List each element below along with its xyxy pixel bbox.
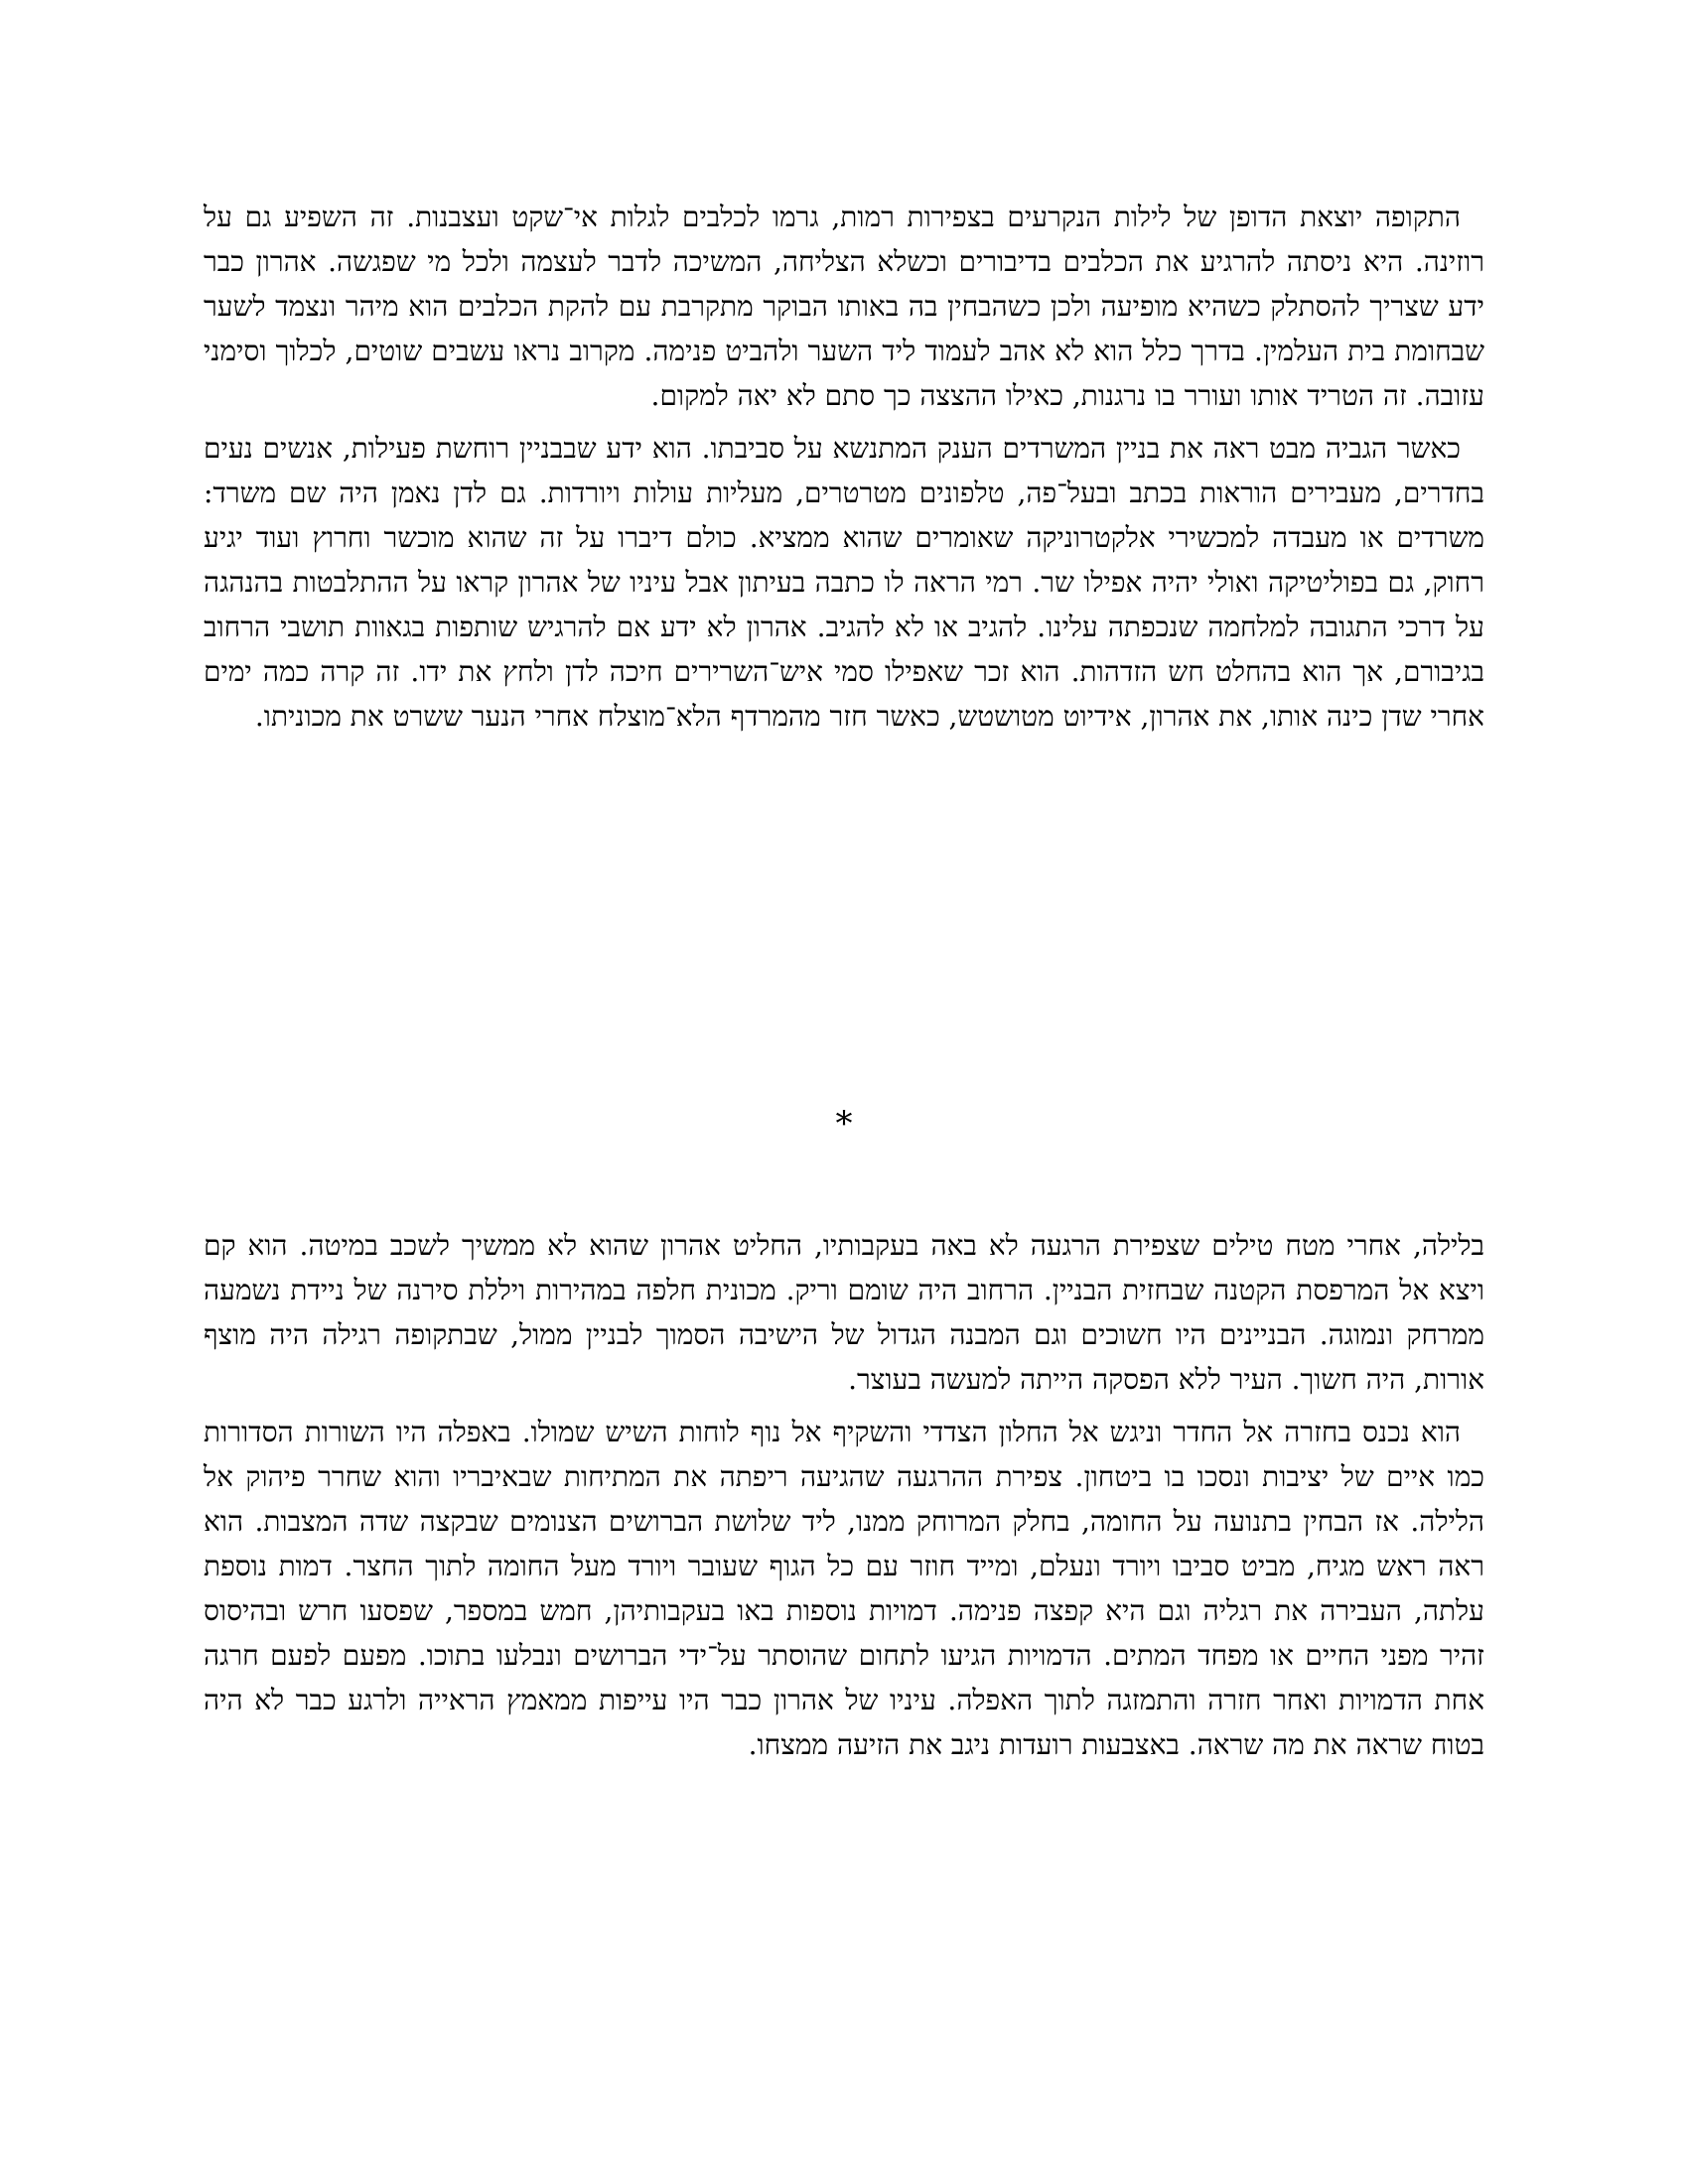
paragraph: הוא נכנס בחזרה אל החדר וניגש אל החלון הצדדי והשקיף אל נוף לוחות השיש שמולו. באפלה היו השורות הסדורות כמו איים של יציבות ונסכו בו ביטחון. צפירת ההרגעה שהגיעה ריפתה את המתיחות שבאיבריו והוא שחרר פיהוק אל הלילה. אז הבחין בתנועה על החומה, בחלק המרוחק ממנו, ליד שלושת הברושים הצנומים שבקצה שדה המצבות. הוא ראה ראש מגיח, מביט סביבו ויורד ונעלם, ומייד חוזר עם כל הגוף שעובר ויורד מעל החומה לתוך החצר. דמות נוספת עלתה, העבירה את רגליה וגם היא קפצה פנימה. דמויות נוספות באו בעקבותיהן, חמש במספר, שפסעו חרש ובהיסוס זהיר מפני החיים או מפחד המתים. הדמויות הגיעו לתחום שהוסתר על־ידי הברושים ונבלעו בתוכו. מפעם לפעם חרגה אחת הדמויות ואחר חזרה והתמזגה לתוך האפלה. עיניו של אהרון כבר היו עייפות ממאמץ הראייה ולרגע כבר לא היה בטוח שראה את מה שראה. באצבעות רועדות ניגב את הזיעה ממצחו. — [204, 1416, 1484, 1761]
text-section-two — [204, 1223, 1484, 1775]
paragraph: בלילה, אחרי מטח טילים שצפירת הרגעה לא באה בעקבותיו, החליט אהרון שהוא לא ממשיך לשכב במיטה. הוא קם ויצא אל המרפסת הקטנה שבחזית הבניין. הרחוב היה שומם וריק. מכונית חלפה במהירות ויללת סירנה של ניידת נשמעה ממרחק ונמוגה. הבניינים היו חשוכים וגם המבנה הגדול של הישיבה הסמוך לבניין ממול, שבתקופה רגילה היה מוצף אורות, היה חשוך. העיר ללא הפסקה הייתה למעשה בעוצר. — [204, 1229, 1484, 1396]
section-separator: * — [835, 1104, 853, 1144]
text-section-one — [204, 195, 1484, 747]
paragraph: כאשר הגביה מבט ראה את בניין המשרדים הענק המתנשא על סביבתו. הוא ידע שבבניין רוחשת פעילות, אנשים נעים בחדרים, מעבירים הוראות בכתב ובעל־פה, טלפונים מטרטרים, מעליות עולות ויורדות. גם לדן נאמן היה שם משרד: משרדים או מעבדה למכשירי אלקטרוניקה שאומרים שהוא ממציא. כולם דיברו על זה שהוא מוכשר וחרוץ ועוד יגיע רחוק, גם בפוליטיקה ואולי יהיה אפילו שר. רמי הראה לו כתבה בעיתון אבל עיניו של אהרון קראו על ההתלבטות בהנהגה על דרכי התגובה למלחמה שנכפתה עלינו. להגיב או לא להגיב. אהרון לא ידע אם להרגיש שותפות בגאוות תושבי הרחוב בגיבורם, אך הוא בהחלט חש הזדהות. הוא זכר שאפילו סמי איש־השרירים חיכה לדן ולחץ את ידו. זה קרה כמה ימים אחרי שדן כינה אותו, את אהרון, אידיוט מטושטש, כאשר חזר מהמרדף הלא־מוצלח אחרי הנער ששרט את מכוניתו. — [204, 432, 1485, 733]
paragraph: התקופה יוצאת הדופן של לילות הנקרעים בצפירות רמות, גרמו לכלבים לגלות אי־שקט ועצבנות. זה השפיע גם על רוזינה. היא ניסתה להרגיע את הכלבים בדיבורים וכשלא הצליחה, המשיכה לדבר לעצמה ולכל מי שפגשה. אהרון כבר ידע שצריך להסתלק כשהיא מופיעה ולכן כשהבחין בה באותו הבוקר מתקרבת עם להקת הכלבים הוא מיהר ונצמד לשער שבחומת בית העלמין. בדרך כלל הוא לא אהב לעמוד ליד השער ולהביט פנימה. מקרוב נראו עשבים שוטים, לכלוך וסימני עזובה. זה הטריד אותו ועורר בו נרגנות, כאילו ההצצה כך סתם לא יאה למקום. — [204, 201, 1485, 412]
